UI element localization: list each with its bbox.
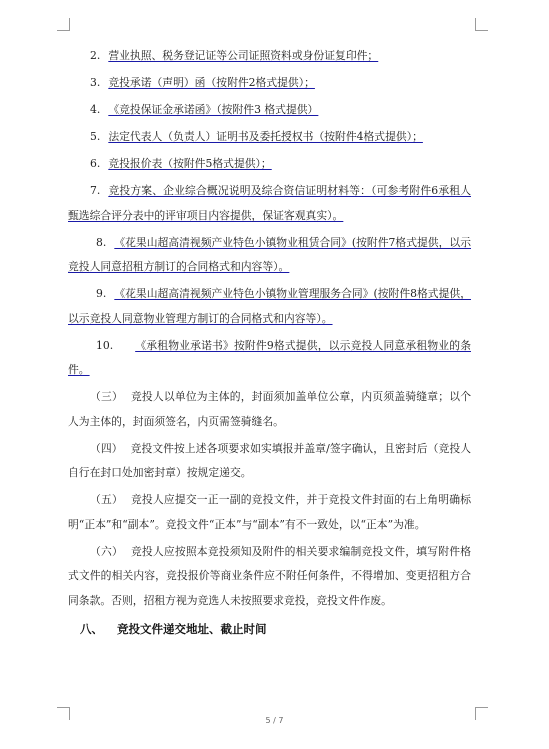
- document-body: [68, 44, 471, 641]
- paragraph-number: （六）: [90, 544, 123, 558]
- list-item-text: 竞投承诺（声明）函（按附件2格式提供）；: [108, 76, 315, 89]
- list-item-text: 《承租物业承诺书》按附件9格式提供，以示竞投人同意承租物业的条件。: [68, 338, 471, 376]
- list-item-number: 8.: [96, 235, 107, 249]
- list-item-2: [68, 44, 471, 69]
- list-item-number: 2.: [90, 49, 101, 62]
- list-item-7: [68, 179, 471, 228]
- paragraph-number: （三）: [90, 390, 123, 403]
- paragraph-4: [68, 437, 471, 486]
- paragraph-text: 竞投人应提交一正一副的竞投文件，并于竞投文件封面的右上角明确标明“正本”和“副本”。竞投文件“正本”与“副本”有不一致处，以“正本”为准。: [68, 493, 472, 531]
- section-heading: [68, 617, 471, 641]
- list-item-number: 6.: [90, 157, 101, 170]
- section-heading-text: 竞投文件递交地址、截止时间: [117, 622, 267, 636]
- paragraph-6: [68, 540, 471, 614]
- list-item-5: [68, 125, 471, 150]
- list-item-number: 10.: [96, 338, 114, 352]
- list-item-10: [68, 334, 471, 383]
- list-item-text: 《花果山超高清视频产业特色小镇物业租赁合同》(按附件7格式提供，以示竞投人同意招租方制订的合同格式和内容等）。: [68, 235, 471, 273]
- list-item-text: 竞投报价表（按附件5格式提供）；: [108, 157, 272, 170]
- paragraph-number: （五）: [90, 493, 123, 506]
- list-item-6: [68, 152, 471, 177]
- list-item-text: 营业执照、税务登记证等公司证照资料或身份证复印件；: [108, 49, 379, 62]
- list-item-number: 9.: [96, 287, 107, 300]
- list-item-4: [68, 98, 471, 123]
- list-item-9: [68, 282, 471, 331]
- crop-mark-top-right: [475, 18, 488, 31]
- list-item-number: 7.: [90, 184, 101, 197]
- paragraph-text: 竞投文件按上述各项要求如实填报并盖章/签字确认，且密封后（竞投人自行在封口处加密封章）按规定递交。: [68, 441, 471, 479]
- page-number: 5 / 7: [265, 716, 284, 725]
- paragraph-5: [68, 488, 471, 537]
- list-item-8: [68, 231, 471, 280]
- section-heading-number: 八、: [80, 622, 103, 636]
- list-item-text: 法定代表人（负责人）证明书及委托授权书（按附件4格式提供）；: [108, 130, 423, 143]
- paragraph-text: 竞投人应按照本竞投须知及附件的相关要求编制竞投文件，填写附件格式文件的相关内容，竞投报价等商业条件应不附任何条件，不得增加、变更招租方合同条款。否则，招租方视为竞选人未按照要求竞投，竞投文件作废。: [68, 544, 472, 607]
- list-item-3: [68, 71, 471, 96]
- list-item-text: 《竞投保证金承诺函》（按附件3 格式提供）: [108, 103, 319, 116]
- list-item-number: 4.: [90, 103, 101, 116]
- list-item-text: 《花果山超高清视频产业特色小镇物业管理服务合同》(按附件8格式提供，以示竞投人同意物业管理方制订的合同格式和内容等）。: [68, 287, 471, 325]
- list-item-number: 3.: [90, 76, 101, 89]
- crop-mark-top-left: [57, 18, 70, 31]
- paragraph-3: [68, 385, 471, 434]
- paragraph-number: （四）: [90, 441, 123, 455]
- paragraph-text: 竞投人以单位为主体的，封面须加盖单位公章，内页须盖骑缝章；以个人为主体的，封面须签名，内页需签骑缝名。: [68, 390, 472, 428]
- list-item-text: 竞投方案、企业综合概况说明及综合资信证明材料等：（可参考附件6承租人甄选综合评分表中的评审项目内容提供，保证客观真实）。: [68, 184, 471, 222]
- list-item-number: 5.: [90, 130, 101, 143]
